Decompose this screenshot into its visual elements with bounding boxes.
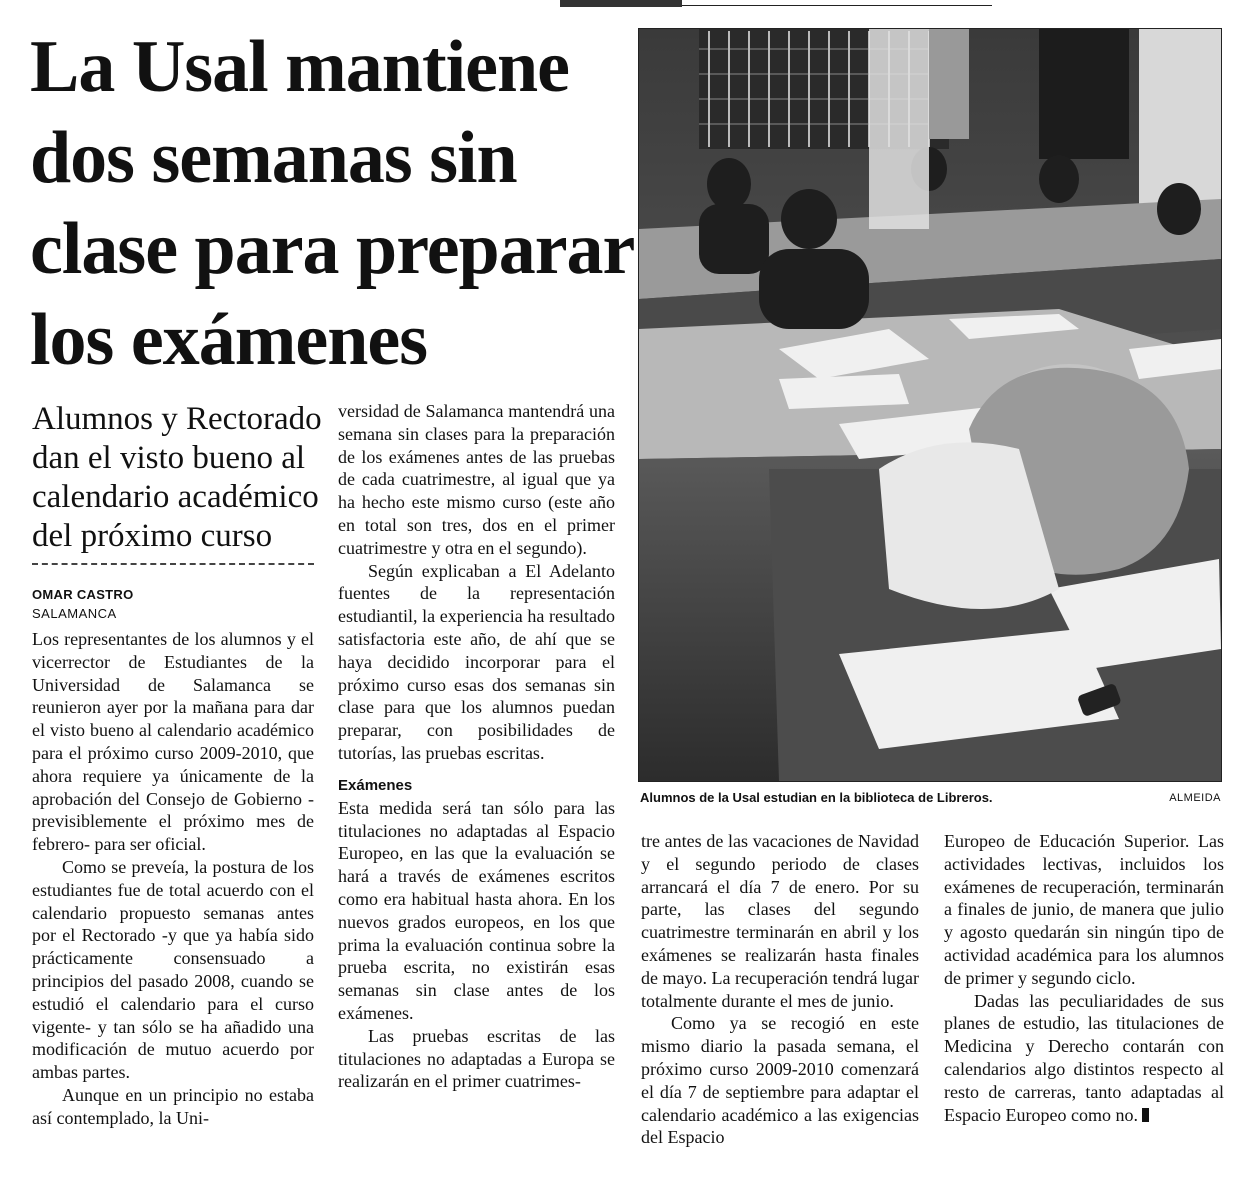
headline: [30, 22, 635, 386]
paragraph: Como se preveía, la postura de los estudiantes fue de total acuerdo con el calendario propuesto semanas antes por el Rectorado -y que ya había sido prácticamente consensuado a principios del pasado 2008, cuando se estudió el calendario para el curso vigente- y tan sólo se ha añadido una modificación de mutuo acuerdo por ambas partes.: [32, 856, 314, 1083]
dashed-divider: [32, 563, 314, 565]
paragraph: tre antes de las vacaciones de Navidad y el segundo periodo de clases arrancará el día 7 de enero. Por su parte, las clases del segundo cuatrimestre terminarán en abril y los exámenes se realizarán hasta finales de mayo. La recuperación tendrá lugar totalmente durante el mes de junio.: [641, 831, 919, 1011]
top-bar-rule: [682, 5, 992, 6]
headline-line-4: los exámenes: [30, 299, 427, 381]
subhead-line-2: dan el visto bueno al: [32, 440, 306, 476]
subhead-line-3: calendario académico: [32, 479, 319, 515]
headline-line-1: La Usal mantiene: [30, 26, 569, 108]
library-photo: [638, 28, 1222, 782]
headline-line-2: dos semanas sin: [30, 117, 517, 199]
subhead-line-1: Alumnos y Rectorado: [32, 401, 322, 437]
top-bar-dark-segment: [560, 0, 682, 7]
article-column-1: [32, 628, 314, 1130]
paragraph: Aunque en un principio no estaba así contemplado, la Uni-: [32, 1084, 314, 1128]
paragraph: Como ya se recogió en este mismo diario la pasada semana, el próximo curso 2009-2010 comenzará el día 7 de septiembre para adaptar el calendario académico a las exigencias del Espacio: [641, 1013, 919, 1148]
last-paragraph-text: Dadas las peculiaridades de sus planes de estudio, las titulaciones de Medicina y Derecho contarán con calendarios algo distintos respecto al resto de carreras, tanto adaptadas al Espacio Europeo como no.: [944, 990, 1224, 1125]
top-decorative-bar: [560, 0, 992, 7]
paragraph: Los representantes de los alumnos y el vicerrector de Estudiantes de la Universidad de Salamanca se reunieron ayer por la mañana para dar el visto bueno al calendario académico para el próximo curso 2009-2010, que ahora requiere ya únicamente de la aprobación del Consejo de Gobierno -previsiblemente el próximo mes de febrero- para ser oficial.: [32, 629, 314, 855]
spacer: [338, 765, 615, 775]
subheadline: [32, 400, 322, 556]
photo-illustration: [639, 29, 1221, 781]
pillar: [869, 29, 929, 229]
paragraph: Esta medida será tan sólo para las titulaciones no adaptadas al Espacio Europeo, en las que la evaluación se hará a través de exámenes escritos como era habitual hasta ahora. En los nuevos grados europeos, en los que prima la evaluación continua sobre la prueba escrita, no existirán esas semanas sin clase antes de los exámenes.: [338, 797, 615, 1023]
end-of-article-icon: [1142, 1108, 1146, 1122]
article-column-2: [338, 400, 615, 1093]
photo-credit: ALMEIDA: [1169, 792, 1221, 804]
article-column-3: [641, 830, 919, 1149]
subhead-line-4: del próximo curso: [32, 518, 273, 554]
section-subhead: Exámenes: [338, 776, 413, 794]
paragraph: versidad de Salamanca mantendrá una semana sin clases para la preparación de los exámenes antes de las pruebas de cada cuatrimestre, al igual que ya ha hecho este mismo curso (este año en total son tres, dos en el primer cuatrimestre y otra en el segundo).: [338, 401, 615, 558]
paragraph: Según explicaban a El Adelanto fuentes de la representación estudiantil, la experiencia ha resultado satisfactoria este año, de ahí que se haya decidido incorporar para el próximo curso esas dos semanas sin clase para que los alumnos puedan preparar, con posibilidades de tutorías, las pruebas escritas.: [338, 560, 615, 763]
paragraph: Las pruebas escritas de las titulaciones no adaptadas a Europa se realizarán en el primer cuatrimes-: [338, 1025, 615, 1092]
paragraph-last: [944, 990, 1224, 1127]
dateline: SALAMANCA: [32, 606, 117, 621]
paragraph: Europeo de Educación Superior. Las actividades lectivas, incluidos los exámenes de recuperación, terminarán a finales de junio, de manera que julio y agosto quedarán sin ningún tipo de actividad académica para los alumnos de primer y segundo ciclo.: [944, 831, 1224, 988]
photo-caption: Alumnos de la Usal estudian en la biblioteca de Libreros.: [640, 790, 993, 805]
headline-line-3: clase para preparar: [30, 208, 635, 290]
article-column-4: [944, 830, 1224, 1126]
byline: OMAR CASTRO: [32, 587, 134, 602]
